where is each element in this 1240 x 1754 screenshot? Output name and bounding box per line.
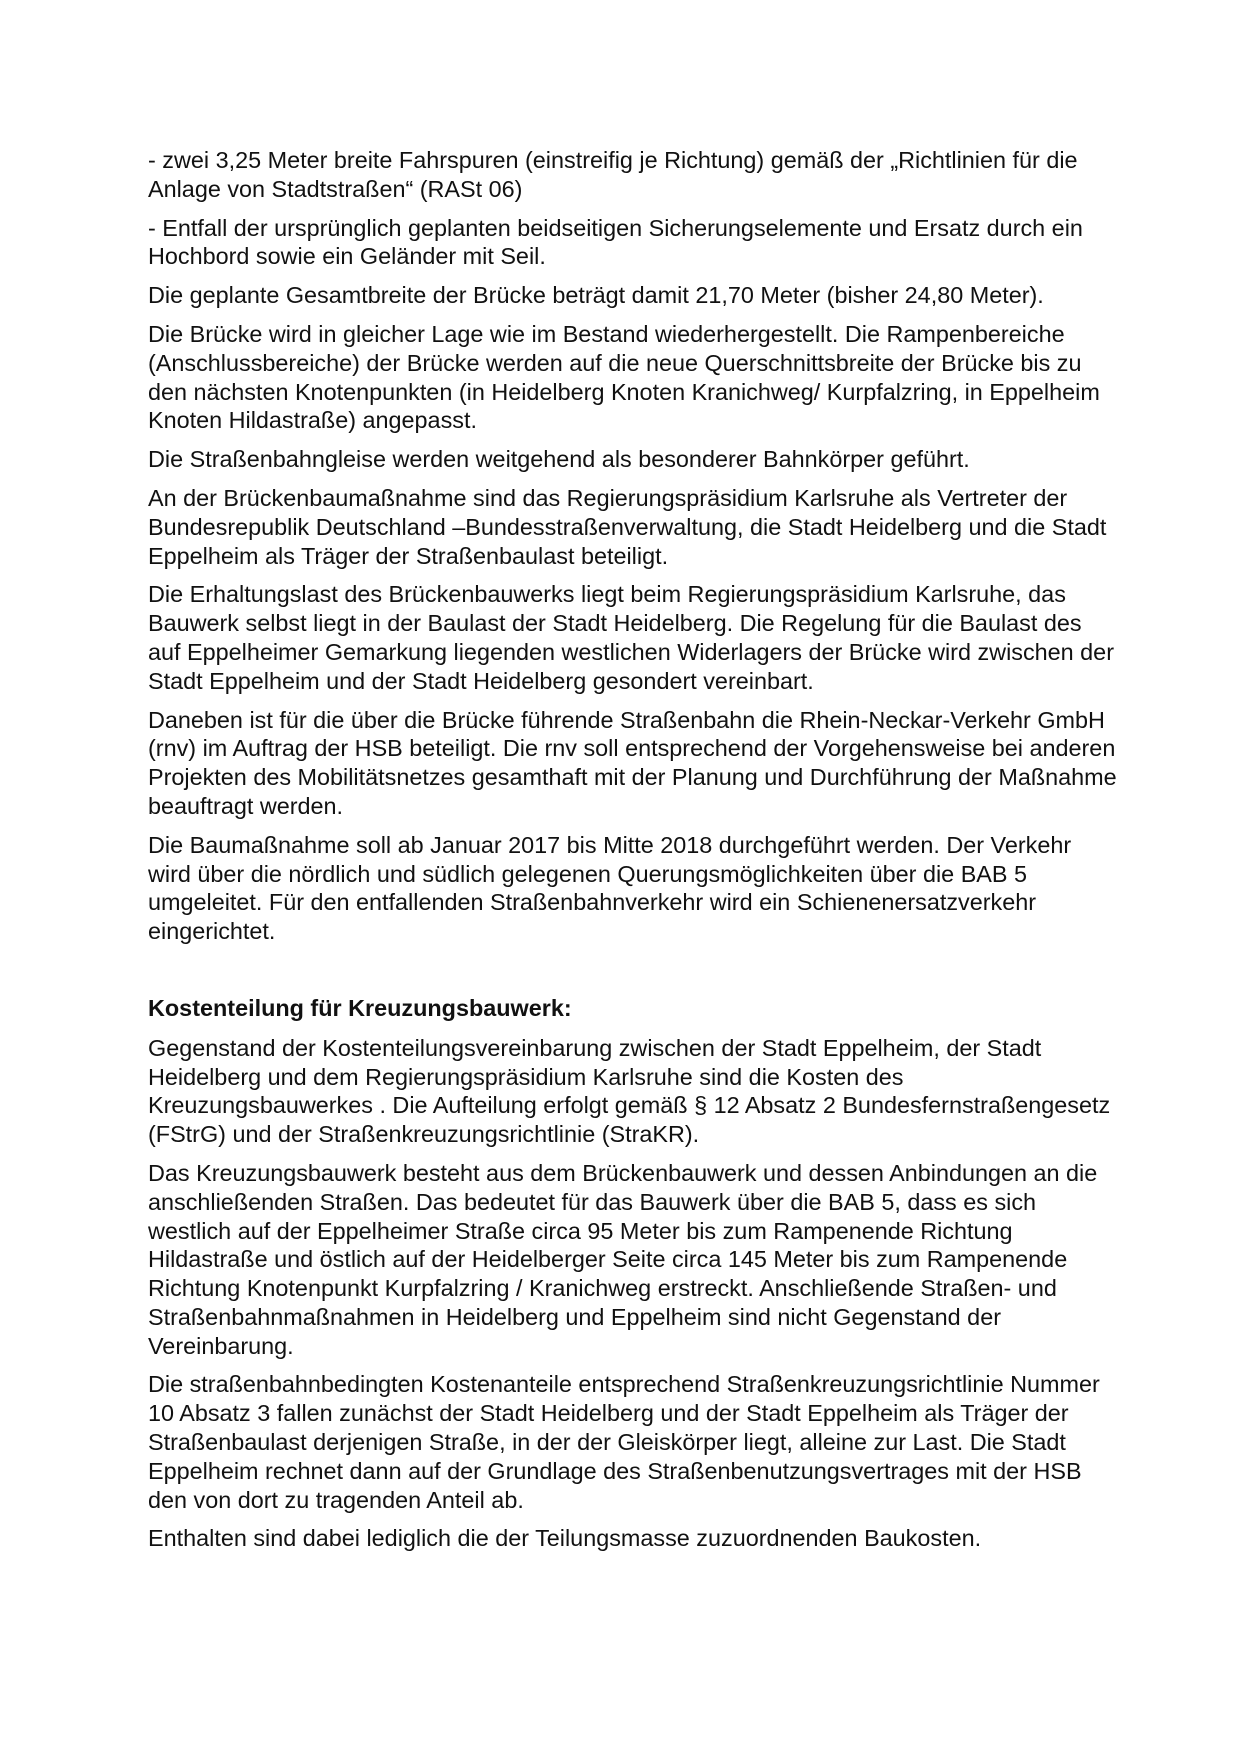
paragraph-kostenanteile: Die straßenbahnbedingten Kostenanteile entsprechend Straßenkreuzungsrichtlinie Nummer 10 Absatz 3 fallen zunächst der Stadt Heidelberg und der Stadt Eppelheim als Träger der Straßenbaulast derjenigen Straße, in der der Gleiskörper liegt, alleine zur Last. Die Stadt Eppelheim rechnet dann auf der Grundlage des Straßenbenutzungsvertrages mit der HSB den von dort zu tragenden Anteil ab.: [148, 1371, 1100, 1513]
paragraph-kreuzungsbauwerk: Das Kreuzungsbauwerk besteht aus dem Brückenbauwerk und dessen Anbindungen an die anschließenden Straßen. Das bedeutet für das Bauwerk über die BAB 5, dass es sich westlich auf der Eppelheimer Straße circa 95 Meter bis zum Rampenende Richtung Hildastraße und östlich auf der Heidelberger Seite circa 145 Meter bis zum Rampenende Richtung Knotenpunkt Kurpfalzring / Kranichweg erstreckt. Anschließende Straßen- und Straßenbahnmaßnahmen in Heidelberg und Eppelheim sind nicht Gegenstand der Vereinbarung.: [148, 1159, 1098, 1359]
document-page: [148, 146, 1120, 1563]
paragraph-beteiligte: An der Brückenbaumaßnahme sind das Regierungspräsidium Karlsruhe als Vertreter der Bundesrepublik Deutschland –Bundesstraßenverwaltung, die Stadt Heidelberg und die Stadt Eppelheim als Träger der Straßenbaulast beteiligt.: [148, 484, 1107, 569]
section-heading: Kostenteilung für Kreuzungsbauwerk:: [148, 994, 572, 1021]
paragraph-gegenstand: Gegenstand der Kostenteilungsvereinbarung zwischen der Stadt Eppelheim, der Stadt Heidelberg und dem Regierungspräsidium Karlsruhe sind die Kosten des Kreuzungsbauwerkes . Die Aufteilung erfolgt gemäß § 12 Absatz 2 Bundesfernstraßengesetz (FStrG) und der Straßenkreuzungsrichtlinie (StraKR).: [148, 1034, 1111, 1148]
paragraph-lage: Die Brücke wird in gleicher Lage wie im Bestand wiederhergestellt. Die Rampenbereiche (Anschlussbereiche) der Brücke werden auf die neue Querschnittsbreite der Brücke bis zu den nächsten Knotenpunkten (in Heidelberg Knoten Kranichweg/ Kurpfalzring, in Eppelheim Knoten Hildastraße) angepasst.: [148, 320, 1100, 434]
paragraph-zeitplan: Die Baumaßnahme soll ab Januar 2017 bis Mitte 2018 durchgeführt werden. Der Verkehr wird über die nördlich und südlich gelegenen Querungsmöglichkeiten über die BAB 5 umgeleitet. Für den entfallenden Straßenbahnverkehr wird ein Schienenersatzverkehr eingerichtet.: [148, 831, 1072, 945]
paragraph-baukosten: Enthalten sind dabei lediglich die der Teilungsmasse zuzuordnenden Baukosten.: [148, 1525, 982, 1552]
paragraph-gesamtbreite: Die geplante Gesamtbreite der Brücke beträgt damit 21,70 Meter (bisher 24,80 Meter).: [148, 282, 1044, 309]
paragraph-strassenbahngleise: Die Straßenbahngleise werden weitgehend als besonderer Bahnkörper geführt.: [148, 446, 970, 473]
paragraph-sicherungselemente: - Entfall der ursprünglich geplanten beidseitigen Sicherungselemente und Ersatz durch ein Hochbord sowie ein Geländer mit Seil.: [148, 214, 1083, 270]
paragraph-erhaltungslast: Die Erhaltungslast des Brückenbauwerks liegt beim Regierungspräsidium Karlsruhe, das Bauwerk selbst liegt in der Baulast der Stadt Heidelberg. Die Regelung für die Baulast des auf Eppelheimer Gemarkung liegenden westlichen Widerlagers der Brücke wird zwischen der Stadt Eppelheim und der Stadt Heidelberg gesondert vereinbart.: [148, 581, 1114, 694]
paragraph-fahrspuren: - zwei 3,25 Meter breite Fahrspuren (einstreifig je Richtung) gemäß der „Richtlinien für die Anlage von Stadtstraßen“ (RASt 06): [148, 147, 1078, 202]
paragraph-rnv: Daneben ist für die über die Brücke führende Straßenbahn die Rhein-Neckar-Verkehr GmbH (rnv) im Auftrag der HSB beteiligt. Die rnv soll entsprechend der Vorgehensweise bei anderen Projekten des Mobilitätsnetzes gesamthaft mit der Planung und Durchführung der Maßnahme beauftragt werden.: [148, 706, 1117, 819]
